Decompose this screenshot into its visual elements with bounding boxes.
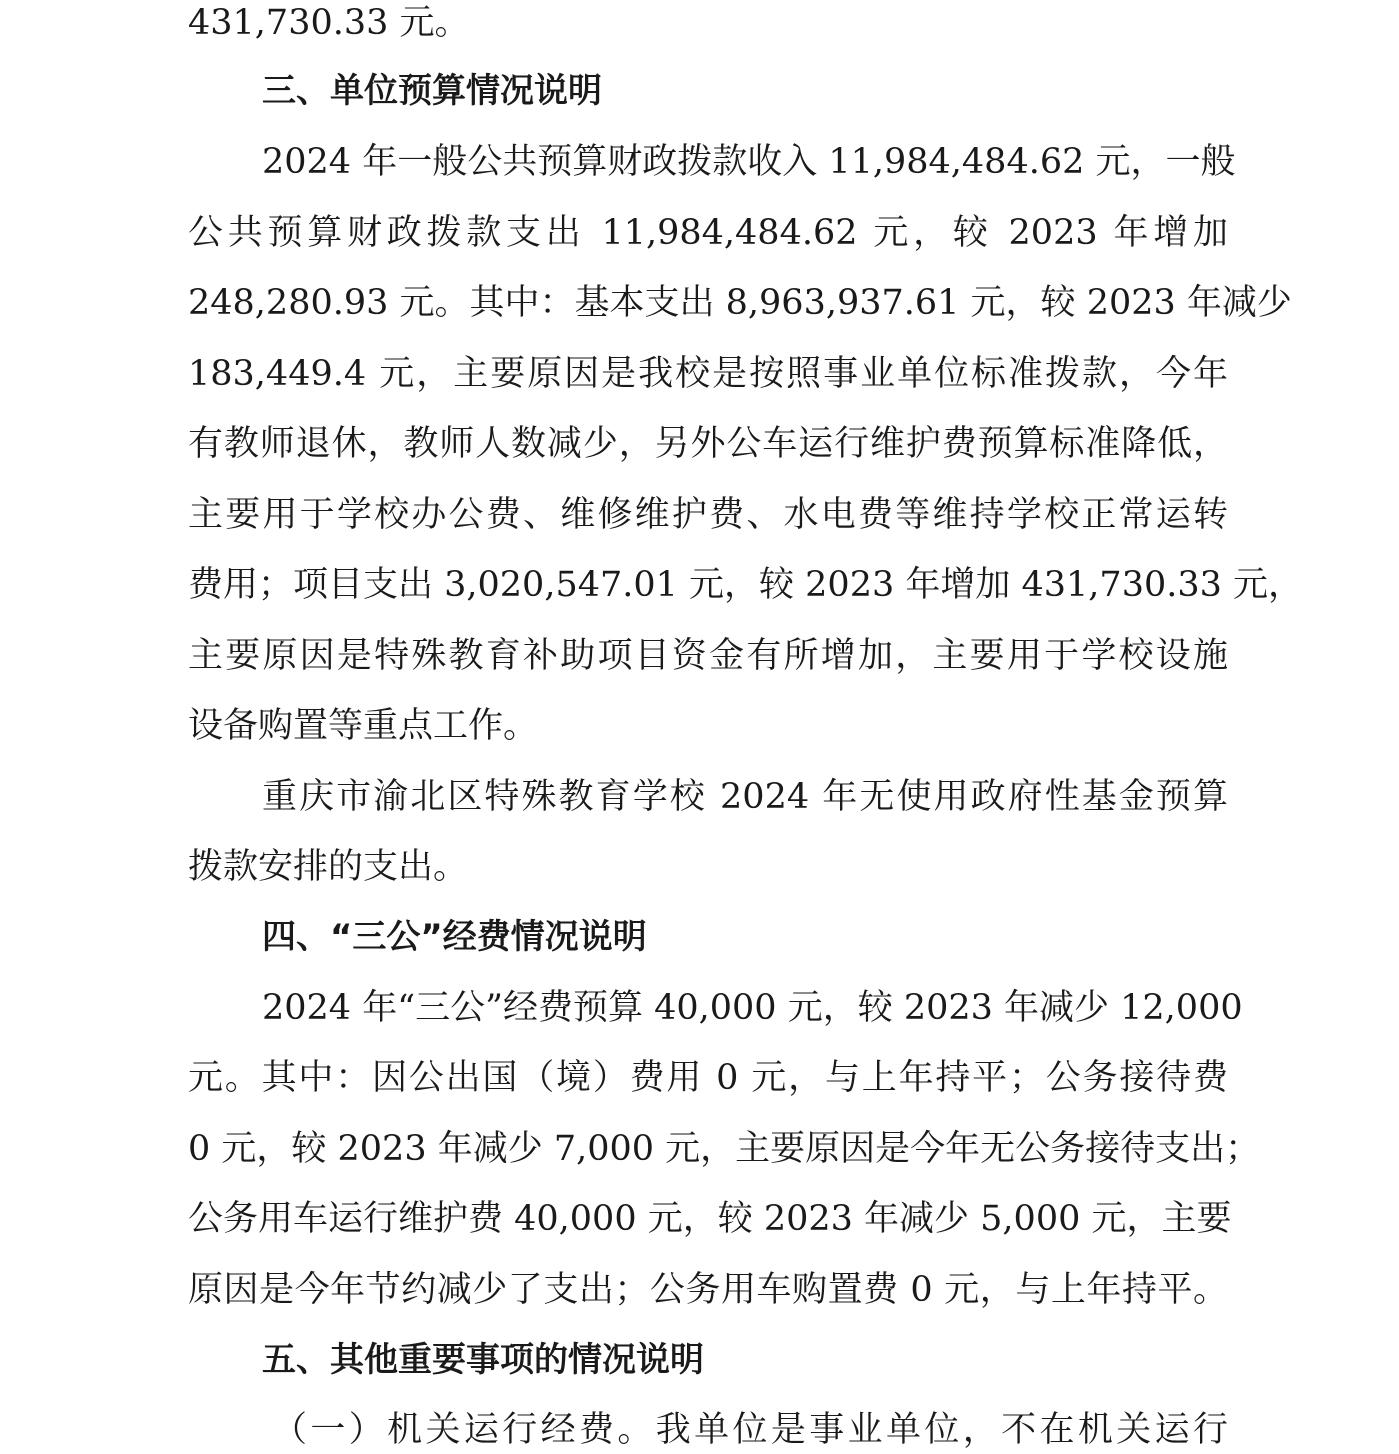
paragraph-line: 有教师退休，教师人数减少，另外公车运行维护费预算标准降低， xyxy=(188,424,1228,464)
paragraph-line: 248,280.93 元。其中：基本支出 8,963,937.61 元，较 2023 年减少 xyxy=(188,283,1292,323)
section-heading: 四、“三公”经费情况说明 xyxy=(262,917,647,957)
paragraph-line: 拨款安排的支出。 xyxy=(188,847,469,887)
paragraph-line: 设备购置等重点工作。 xyxy=(188,706,539,746)
paragraph-line: 原因是今年节约减少了支出；公务用车购置费 0 元，与上年持平。 xyxy=(188,1270,1228,1310)
paragraph-line: 0 元，较 2023 年减少 7,000 元，主要原因是今年无公务接待支出； xyxy=(188,1129,1261,1169)
paragraph-line: 183,449.4 元，主要原因是我校是按照事业单位标准拨款，今年 xyxy=(188,354,1228,394)
paragraph-line: （一）机关运行经费。我单位是事业单位，不在机关运行 xyxy=(272,1410,1228,1450)
section-heading: 五、其他重要事项的情况说明 xyxy=(262,1340,704,1380)
paragraph-line: 2024 年“三公”经费预算 40,000 元，较 2023 年减少 12,000 xyxy=(262,988,1243,1028)
paragraph-line: 元。其中：因公出国（境）费用 0 元，与上年持平；公务接待费 xyxy=(188,1058,1228,1098)
paragraph-line: 费用；项目支出 3,020,547.01 元，较 2023 年增加 431,730.33 元， xyxy=(188,565,1304,605)
paragraph-line: 公共预算财政拨款支出 11,984,484.62 元，较 2023 年增加 xyxy=(188,213,1228,253)
paragraph-line: 主要用于学校办公费、维修维护费、水电费等维持学校正常运转 xyxy=(188,495,1228,535)
section-heading: 三、单位预算情况说明 xyxy=(262,71,602,111)
paragraph-line: 公务用车运行维护费 40,000 元，较 2023 年减少 5,000 元，主要 xyxy=(188,1199,1232,1239)
paragraph-line: 431,730.33 元。 xyxy=(188,3,470,43)
paragraph-line: 重庆市渝北区特殊教育学校 2024 年无使用政府性基金预算 xyxy=(262,777,1228,817)
paragraph-line: 2024 年一般公共预算财政拨款收入 11,984,484.62 元，一般 xyxy=(262,142,1236,182)
paragraph-line: 主要原因是特殊教育补助项目资金有所增加，主要用于学校设施 xyxy=(188,636,1228,676)
